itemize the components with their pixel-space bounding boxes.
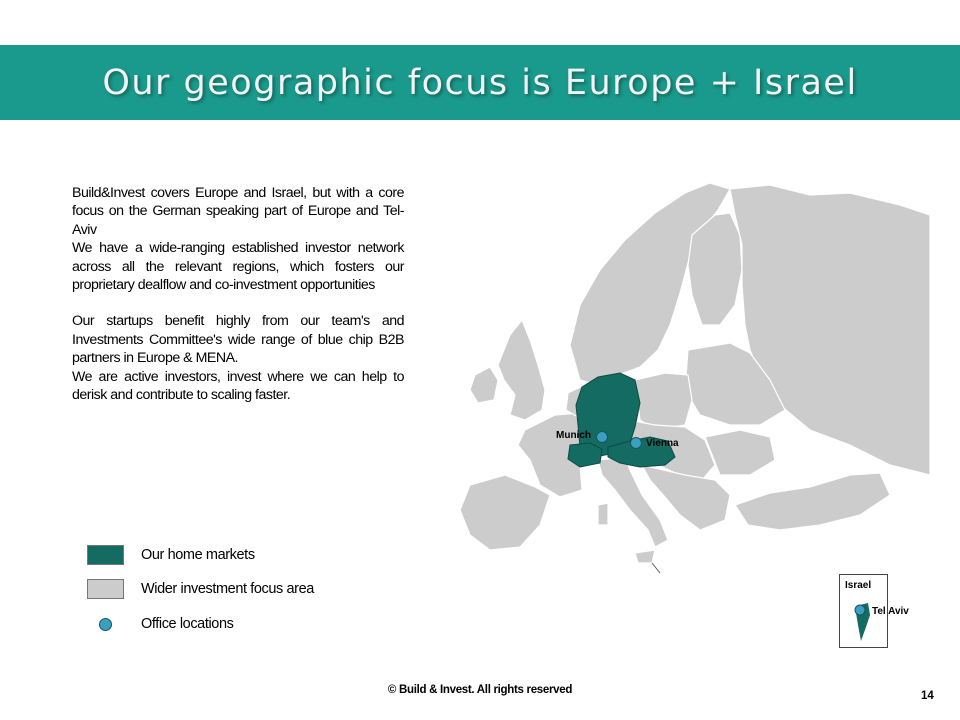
legend-home-markets [87, 545, 255, 565]
title-banner [0, 45, 960, 120]
body-text [72, 184, 404, 404]
poland-region [635, 373, 692, 430]
tel-aviv-label: Tel Aviv [872, 606, 909, 617]
tel-aviv-office-marker [855, 605, 865, 615]
copyright-footer: © Build & Invest. All rights reserved [387, 684, 573, 696]
legend-wider-area [87, 579, 314, 599]
legend-wider-label: Wider investment focus area [141, 581, 314, 597]
paragraph-active: We are active investors, invest where we can help to derisk and contribute to scaling faster. [72, 368, 404, 404]
sicily-region [635, 550, 655, 563]
slide-title: Our geographic focus is Europe + Israel [102, 62, 858, 103]
israel-inset-label: Israel [845, 580, 872, 591]
vienna-label: Vienna [646, 438, 679, 449]
home-markets-swatch [87, 545, 124, 565]
munich-office-marker [597, 432, 608, 443]
vienna-office-marker [631, 438, 642, 449]
munich-label: Munich [556, 430, 591, 441]
paragraph-coverage: Build&Invest covers Europe and Israel, but with a core focus on the German speaking part of Europe and Tel-Aviv [72, 185, 404, 238]
wider-area-swatch [87, 579, 124, 599]
malta-pointer [652, 563, 660, 573]
page-number: 14 [921, 690, 934, 702]
paragraph-network: We have a wide-ranging established investor network across all the relevant regions, which fosters our proprietary dealflow and co-investment opportunities [72, 240, 404, 294]
turkey-region [735, 473, 890, 530]
romania-region [705, 430, 775, 475]
uk-region [498, 320, 545, 420]
legend-office-locations [87, 616, 233, 632]
legend-office-label: Office locations [141, 616, 234, 632]
office-dot-icon [99, 618, 112, 631]
sardinia-region [598, 503, 608, 525]
ireland-region [470, 367, 498, 403]
paragraph-partners: Our startups benefit highly from our team's and Investments Committee's wide range of blue chip B2B partners in Europe & MENA. [72, 313, 404, 367]
iberia-region [460, 475, 550, 550]
legend-home-label: Our home markets [141, 547, 255, 563]
russia-region [730, 185, 930, 475]
europe-map [430, 175, 930, 585]
